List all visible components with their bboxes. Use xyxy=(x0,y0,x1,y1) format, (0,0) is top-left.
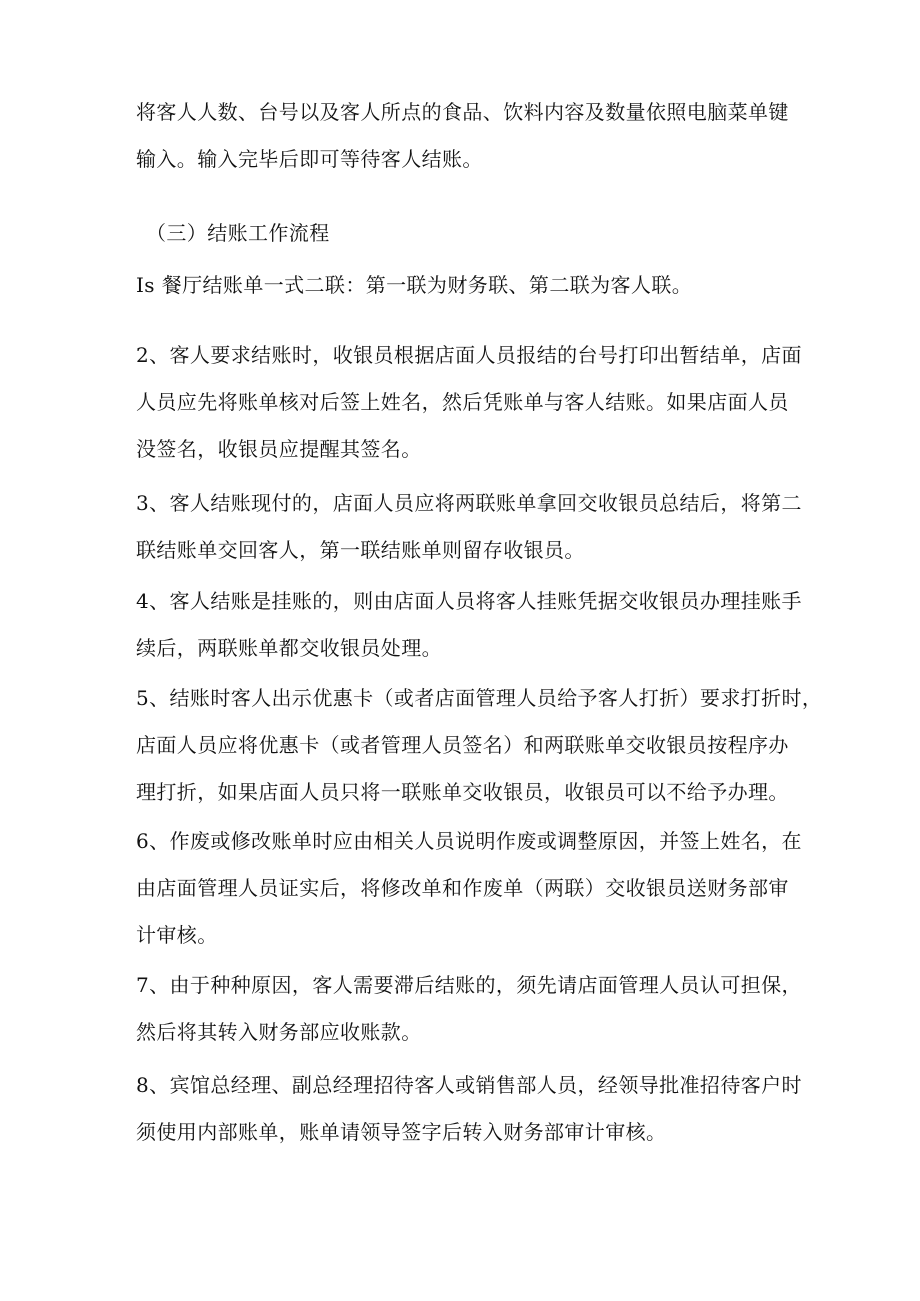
text-line: 人员应先将账单核对后签上姓名，然后凭账单与客人结账。如果店面人员 xyxy=(136,390,789,414)
text-line: 7、由于种种原因，客人需要滞后结账的，须先请店面管理人员认可担保， xyxy=(136,973,802,997)
list-item-5 xyxy=(136,675,823,816)
list-item-8 xyxy=(136,1062,802,1156)
text-line: 店面人员应将优惠卡（或者管理人员签名）和两联账单交收银员按程序办 xyxy=(136,733,789,757)
list-item-7 xyxy=(136,962,802,1056)
text-line: 8、宾馆总经理、副总经理招待客人或销售部人员，经领导批准招待客户时 xyxy=(136,1073,802,1097)
text-line: 然后将其转入财务部应收账款。 xyxy=(136,1020,422,1044)
text-line: 没签名，收银员应提醒其签名。 xyxy=(136,437,422,461)
list-item-6 xyxy=(136,818,802,959)
text-line: Is 餐厅结账单一式二联：第一联为财务联、第二联为客人联。 xyxy=(136,273,693,297)
text-line: 联结账单交回客人，第一联结账单则留存收银员。 xyxy=(136,538,585,562)
text-line: 5、结账时客人出示优惠卡（或者店面管理人员给予客人打折）要求打折时， xyxy=(136,686,823,710)
text-line: 2、客人要求结账时，收银员根据店面人员报结的台号打印出暂结单，店面 xyxy=(136,343,802,367)
text-line: 将客人人数、台号以及客人所点的食品、饮料内容及数量依照电脑菜单键 xyxy=(136,100,789,124)
text-line: 由店面管理人员证实后，将修改单和作废单（两联）交收银员送财务部审 xyxy=(136,876,789,900)
section-heading: （三）结账工作流程 xyxy=(146,221,330,245)
text-line: 4、客人结账是挂账的，则由店面人员将客人挂账凭据交收银员办理挂账手 xyxy=(136,589,802,613)
list-item-1 xyxy=(136,262,796,309)
text-line: 续后，两联账单都交收银员处理。 xyxy=(136,636,442,660)
text-line: 3、客人结账现付的，店面人员应将两联账单拿回交收银员总结后，将第二 xyxy=(136,491,802,515)
intro-paragraph xyxy=(136,89,796,183)
list-item-2 xyxy=(136,332,802,473)
text-line: 理打折，如果店面人员只将一联账单交收银员，收银员可以不给予办理。 xyxy=(136,780,789,804)
list-item-4 xyxy=(136,578,802,672)
text-line: 须使用内部账单，账单请领导签字后转入财务部审计审核。 xyxy=(136,1120,667,1144)
list-item-3 xyxy=(136,480,802,574)
text-line: 6、作废或修改账单时应由相关人员说明作废或调整原因，并签上姓名，在 xyxy=(136,829,802,853)
text-line: 计审核。 xyxy=(136,923,218,947)
text-line: 输入。输入完毕后即可等待客人结账。 xyxy=(136,147,483,171)
